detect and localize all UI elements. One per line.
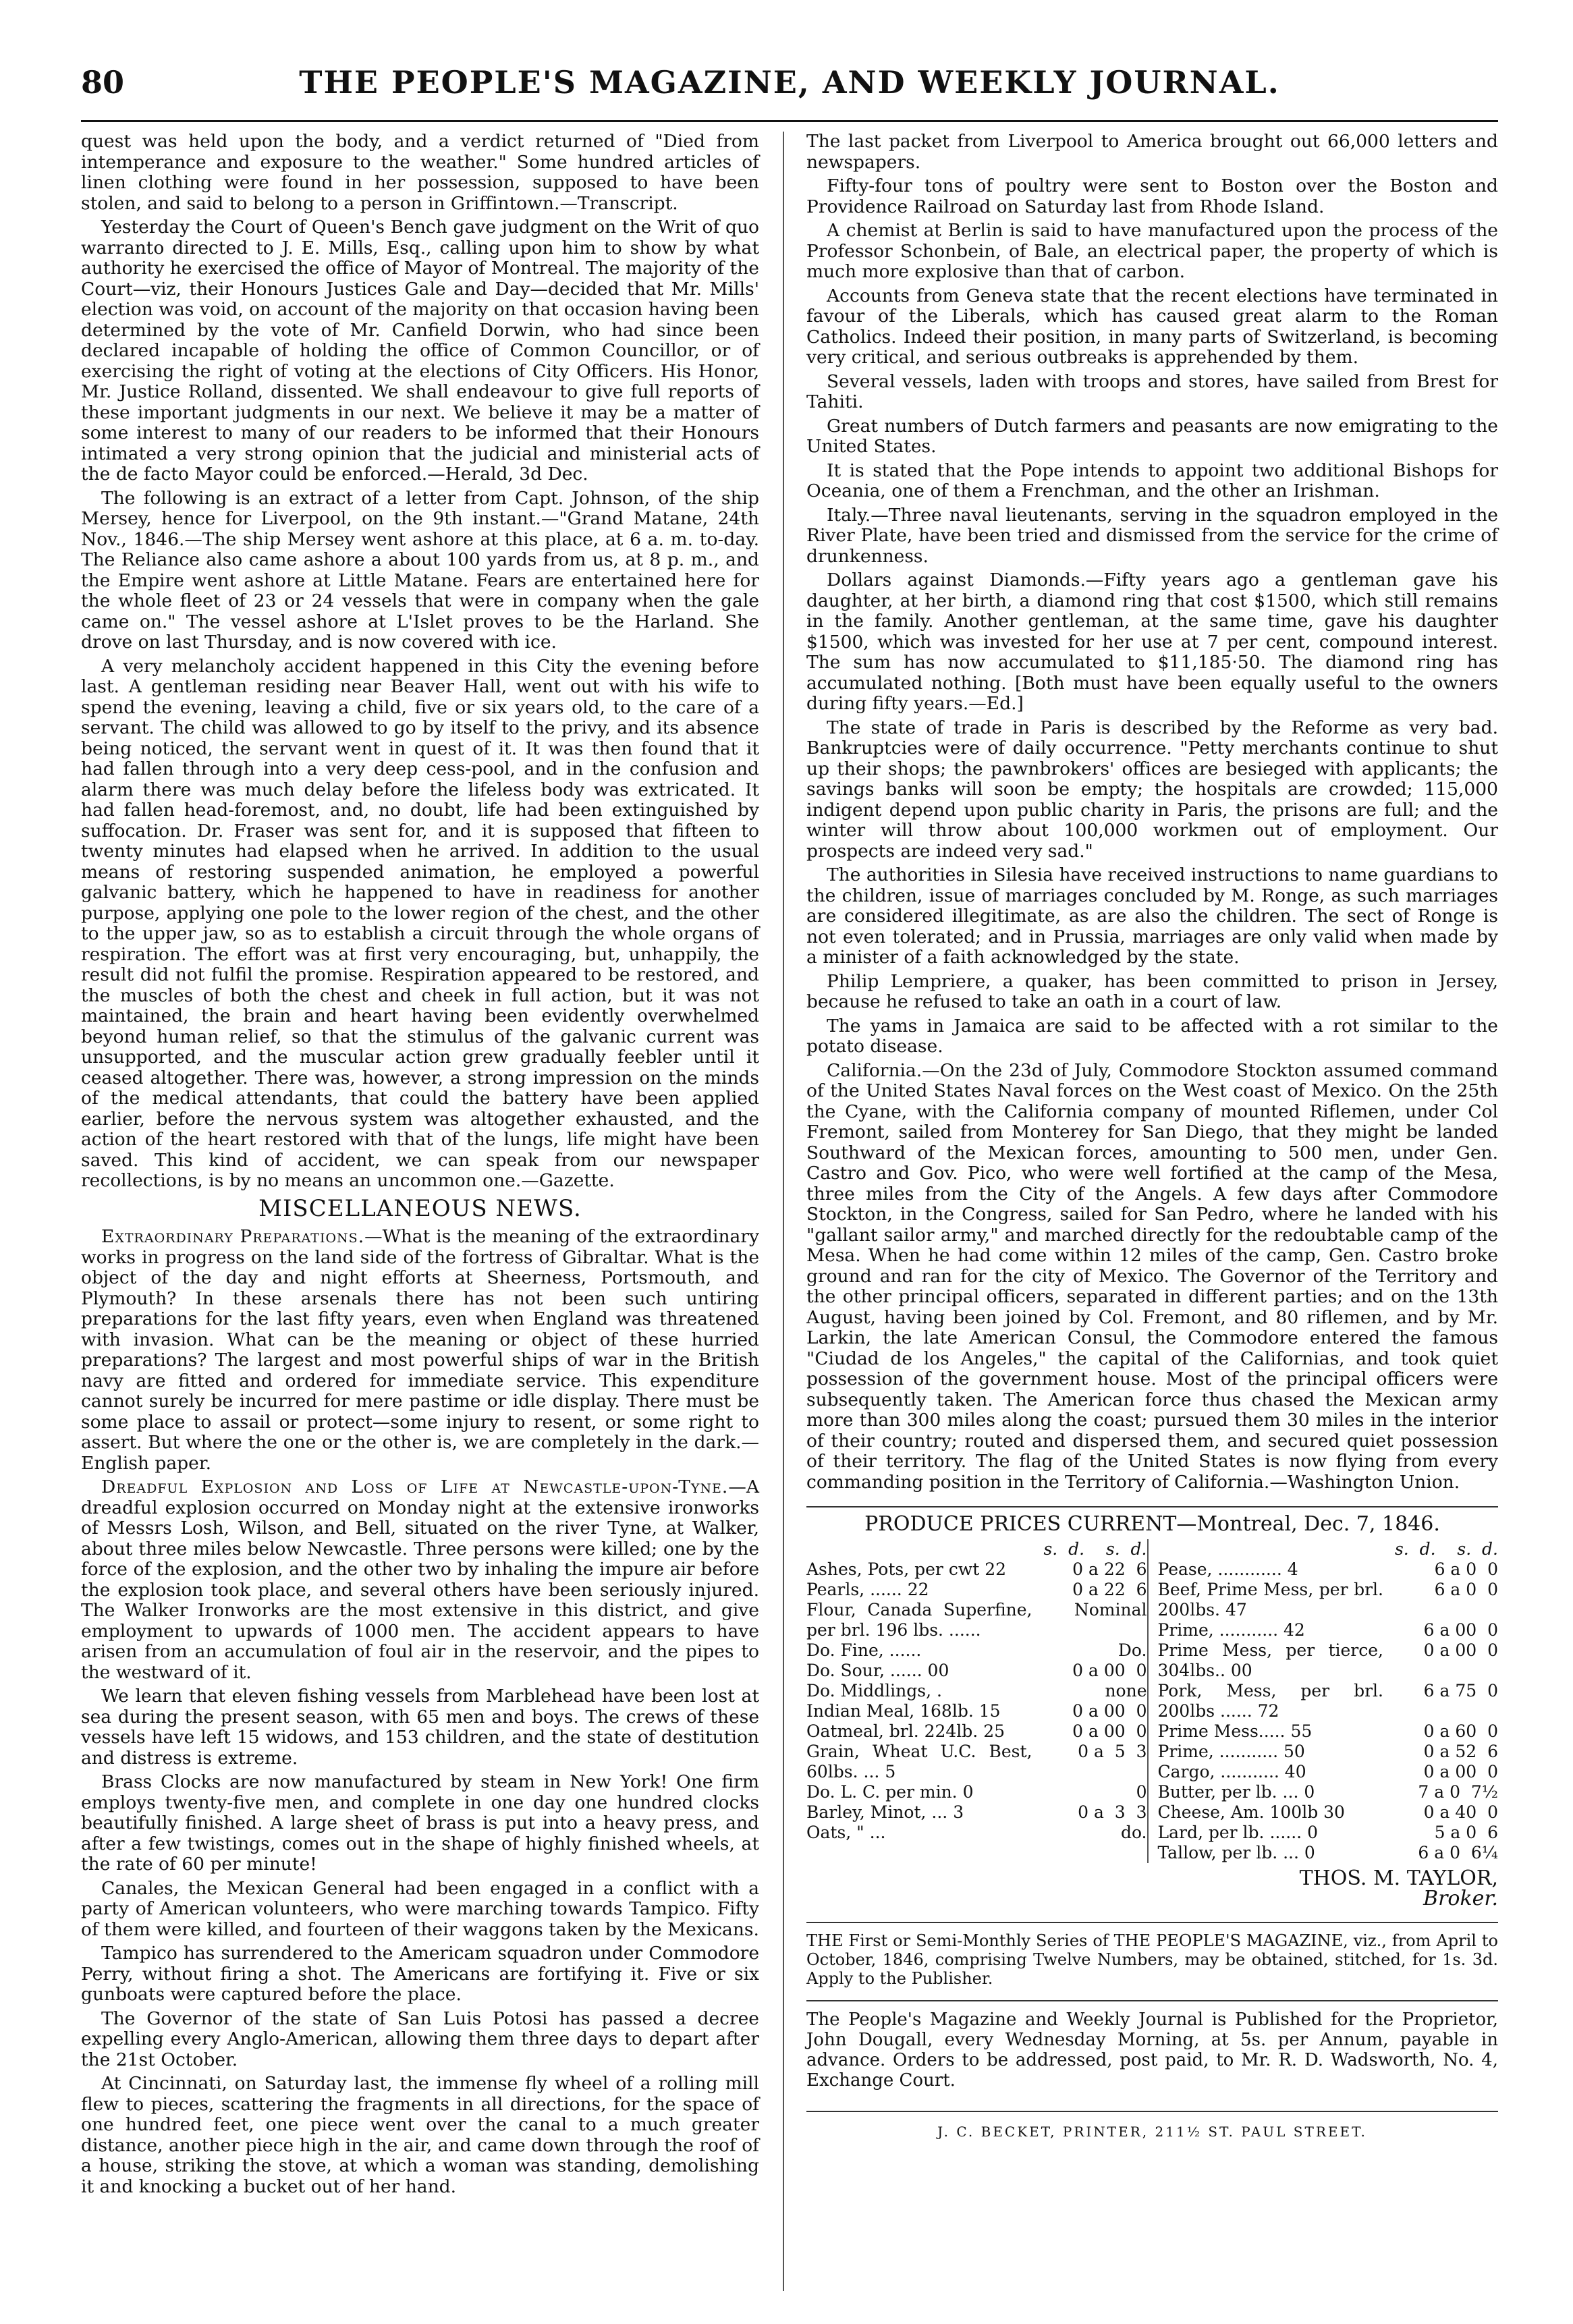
article-paragraph: Yesterday the Court of Queen's Bench gave judgment on the Writ of quo warranto directed to J. E. Mills, Esq., calling upon him to show by what authority he exercised the office of Mayor of Montreal. The majority of the Court—viz, their Honours Justices Gale and Day—decided that Mr. Mills' election was void, on account of the majority on that occasion having been determined by the vote of Mr. Canfield Dorwin, who had since been declared incapable of holding the office of Common Councillor, or of exercising the right of voting at the elections of City Officers. His Honor, Mr. Justice Rolland, dissented. We shall endeavour to give full reports of these important judgments in our next. We believe it may be a matter of some interest to many of our readers to be informed that their Honours intimated a very strong opinion that the judicial and ministerial acts of the de facto Mayor could be enforced.—Herald, 3d Dec.: [81, 217, 759, 485]
price-item: Grain, Wheat U.C. Best, 60lbs. ... 5: [806, 1741, 1032, 1781]
price-item: Prime, ........... 42: [1157, 1620, 1305, 1640]
article-body: —A dreadful explosion occurred on Monday night at the extensive ironworks of Messrs Losh, Wilson, and Bell, situated on the river Tyne, at Walker, about three miles below Newcastle. Three persons were killed; one by the force of the explosion, and the other two by inhaling the impure air before the explosion took place, and several others have been seriously injured. The Walker Ironworks are the most extensive in this district, and give employment to upwards of 1000 men. The accident appears to have arisen from an accumulation of foul air in the reservoir, and the pipes to the westward of it.: [81, 1476, 759, 1683]
price-item: Tallow, per lb. ... 0: [1157, 1842, 1315, 1862]
price-row: [806, 1681, 1147, 1701]
article-paragraph: [81, 1477, 759, 1683]
price-item: Pearls, ...... 22: [806, 1579, 929, 1599]
article-paragraph: quest was held upon the body, and a verdict returned of "Died from intemperance and exposure to the weather." Some hundred articles of linen clothing were found in her possession, supposed to have been stolen, and said to belong to a person in Griffintown.—Transcript.: [81, 131, 759, 214]
price-row: [1158, 1843, 1499, 1863]
price-value: 6 a 00 0: [1423, 1620, 1498, 1640]
news-item: It is stated that the Pope intends to appoint two additional Bishops for Oceania, one of them a Frenchman, and the other an Irishman.: [806, 460, 1498, 501]
price-value: 6 a 0 0: [1434, 1559, 1498, 1579]
price-item: Oats, " ...: [806, 1822, 886, 1842]
price-row: [1158, 1762, 1499, 1782]
prices-left-half: [806, 1539, 1147, 1863]
broker-signature: [806, 1866, 1498, 1910]
prices-title: PRODUCE PRICES CURRENT—Montreal, Dec. 7, 1846.: [864, 1512, 1440, 1536]
price-item: Flour, Canada Superfine, per brl. 196 lbs. ......: [806, 1599, 1032, 1640]
price-row: [1158, 1620, 1499, 1640]
prices-col-header: s. d. s. d.: [1394, 1539, 1498, 1559]
price-row: [1158, 1742, 1499, 1762]
news-item: Italy.—Three naval lieutenants, serving in the squadron employed in the River Plate, have been tried and dismissed from the service for the crime of drunkenness.: [806, 504, 1498, 567]
price-value: 0 a 3 3: [1078, 1802, 1147, 1822]
header-rule: [81, 120, 1498, 122]
masthead: THE PEOPLE'S MAGAZINE, AND WEEKLY JOURNAL.: [299, 64, 1280, 101]
price-item: Do. Fine, ......: [806, 1640, 922, 1660]
price-value: Do.: [1117, 1640, 1147, 1660]
price-value: 0 a 00 0: [1423, 1761, 1498, 1781]
price-value: 6 a 0 6¼: [1418, 1842, 1498, 1862]
price-row: [806, 1742, 1147, 1782]
price-row: [806, 1701, 1147, 1721]
price-value: 7 a 0 7½: [1418, 1781, 1498, 1802]
article-paragraph: Canales, the Mexican General had been engaged in a conflict with a party of American volunteers, who were marching towards Tampico. Fifty of them were killed, and fourteen of their waggons taken by the Mexicans.: [81, 1877, 759, 1940]
price-value: 0 a 52 6: [1423, 1741, 1498, 1761]
price-value: 5 a 0 6: [1434, 1822, 1498, 1842]
price-row: [1158, 1681, 1499, 1721]
price-row: [806, 1559, 1147, 1580]
price-value: 0 a 00 0: [1072, 1700, 1147, 1721]
price-item: Do. L. C. per min. 0: [806, 1781, 974, 1802]
price-row: [806, 1802, 1147, 1823]
news-item: Dollars against Diamonds.—Fifty years ago a gentleman gave his daughter, at her birth, a diamond ring that cost $1500, which still remains in the family. Another gentleman, at the same time, gave his daughter $1500, which was invested for her use at 7 per cent, compound interest. The sum has now accumulated to $11,185·50. The diamond ring has accumulated nothing. [Both must have been equally useful to the owners during fifty years.—Ed.]: [806, 570, 1498, 714]
price-value: 0 a 00 0: [1423, 1640, 1498, 1660]
news-item: The state of trade in Paris is described by the Reforme as very bad. Bankruptcies were of daily occurrence. "Petty merchants continue to shut up their shops; the pawnbrokers' offices are besieged with applicants; the savings banks will soon be empty; the hospitals are crowded; 115,000 indigent depend upon public charity in Paris, the prisons are full; and the winter will throw about 100,000 workmen out of employment. Our prospects are indeed very sad.": [806, 717, 1498, 862]
article-paragraph: The Governor of the state of San Luis Potosi has passed a decree expelling every Anglo-American, allowing them three days to depart after the 21st October.: [81, 2008, 759, 2070]
price-row: [806, 1600, 1147, 1640]
price-item: Barley, Minot, ... 3: [806, 1802, 964, 1822]
news-item: California.—On the 23d of July, Commodore Stockton assumed command of the United States Naval forces on the West coast of Mexico. On the 25th the Cyane, with the California company of mounted Riflemen, under Col Fremont, sailed from Monterey for San Diego, that they might be landed Southward of the Mexican forces, amounting to 500 men, under Gen. Castro and Gov. Pico, who were well fortified at the camp of the Mesa, three miles from the City of the Angels. A few days after Commodore Stockton, in the Congress, sailed for San Pedro, where he landed with his "gallant sailor army," and marched directly for the redoubtable camp of the Mesa. When he had come within 12 miles of the camp, Gen. Castro broke ground and ran for the city of Mexico. The Governor of the Territory and the other principal officers, separated in different parties; and on the 13th August, having been joined by Col. Fremont, and 80 riflemen, and by Mr. Larkin, the late American Consul, the Commodore entered the famous "Ciudad de los Angeles," the capital of the Californias, and took quiet possession of the government house. Most of the principal officers were subsequently taken. The American force thus chased the Mexican army more than 300 miles along the coast; pursued them 30 miles in the interior of their country; routed and dispersed them, and secured quiet possession of their territory. The flag of the United States is now flying from every commanding position in the Territory of California.—Washington Union.: [806, 1059, 1498, 1493]
column-divider: [783, 132, 784, 2291]
printer-imprint: J. C. BECKET, PRINTER, 211½ ST. PAUL STREET.: [806, 2111, 1498, 2142]
news-item: The last packet from Liverpool to America brought out 66,000 letters and newspapers.: [806, 131, 1498, 173]
price-value: 0 a 00 0: [1072, 1660, 1147, 1680]
price-value: 0 a 60 0: [1423, 1721, 1498, 1741]
news-item: Great numbers of Dutch farmers and peasants are now emigrating to the United States.: [806, 415, 1498, 457]
price-item: Lard, per lb. ...... 0: [1157, 1822, 1318, 1842]
article-lead: Extraordinary Preparations.: [101, 1226, 365, 1247]
price-item: Do. Middlings, .: [806, 1680, 942, 1700]
price-value: 6 a 0 0: [1434, 1579, 1498, 1599]
article-paragraph: Tampico has surrendered to the Americam squadron under Commodore Perry, without firing a shot. The Americans are fortifying it. Five or six gunboats were captured before the place.: [81, 1943, 759, 2005]
article-paragraph: The following is an extract of a letter from Capt. Johnson, of the ship Mersey, hence for Liverpool, on the 9th instant.—"Grand Matane, 24th Nov., 1846.—The ship Mersey went ashore at this place, at 6 a. m. to-day. The Reliance also came ashore a about 100 yards from us, at 8 p. m., and the Empire went ashore at Little Matane. Fears are entertained here for the whole fleet of 23 or 24 vessels that were in company when the gale came on." The vessel ashore at L'Islet proves to be the Harland. She drove on last Thursday, and is now covered with ice.: [81, 487, 759, 653]
price-row: [1158, 1802, 1499, 1823]
price-item: Prime Mess, per tierce, 304lbs.. 00: [1157, 1640, 1383, 1680]
price-value: 6 a 75 0: [1423, 1680, 1498, 1700]
price-item: Prime Mess..... 55: [1157, 1721, 1313, 1741]
price-row: [806, 1661, 1147, 1681]
price-row: [1158, 1823, 1499, 1843]
price-item: Cargo, ........... 40: [1157, 1761, 1306, 1781]
news-item: The authorities in Silesia have received instructions to name guardians to the children, issue of marriages concluded by M. Ronge, as such marriages are considered illegitimate, as are also the children. The sect of Ronge is not even tolerated; and in Prussia, marriages are only valid when made by a minister of a faith acknowledged by the state.: [806, 864, 1498, 968]
price-row: [1158, 1640, 1499, 1681]
news-item: Several vessels, laden with troops and stores, have sailed from Brest for Tahiti.: [806, 370, 1498, 412]
news-item: Fifty-four tons of poultry were sent to Boston over the Boston and Providence Railroad on Saturday last from Rhode Island.: [806, 175, 1498, 217]
price-row: [806, 1823, 1147, 1843]
price-item: Butter, per lb. ... 0: [1157, 1781, 1315, 1802]
price-item: Beef, Prime Mess, per brl. 200lbs. 47: [1157, 1579, 1383, 1620]
price-row: [1158, 1580, 1499, 1620]
broker-name: THOS. M. TAYLOR,: [1299, 1866, 1498, 1890]
article-lead: Dreadful Explosion and Loss of Life at Newcastle-upon-Tyne.: [101, 1476, 729, 1497]
price-item: Indian Meal, 168lb. 15: [806, 1700, 1001, 1721]
price-value: 0 a 22 6: [1072, 1579, 1147, 1599]
price-item: Cheese, Am. 100lb 30: [1157, 1802, 1345, 1822]
left-column: [81, 132, 759, 2201]
news-item: Accounts from Geneva state that the recent elections have terminated in favour of the Liberals, which has caused great alarm to the Roman Catholics. Indeed their position, in many parts of Switzerland, is becoming very critical, and serious outbreaks is apprehended by them.: [806, 285, 1498, 368]
price-value: Nominal: [1074, 1599, 1147, 1620]
price-row: [806, 1580, 1147, 1600]
price-value: 0 a 22 6: [1072, 1559, 1147, 1579]
price-item: Do. Sour, ...... 00: [806, 1660, 949, 1680]
price-value: none: [1105, 1680, 1147, 1700]
price-row: [806, 1782, 1147, 1802]
price-value: do.: [1120, 1822, 1147, 1842]
prices-col-header: s. d. s. d.: [1043, 1539, 1147, 1559]
prices-right-half: [1147, 1539, 1499, 1863]
prices-table: [806, 1539, 1498, 1863]
broker-title: Broker.: [1423, 1887, 1498, 1910]
produce-prices: [806, 1506, 1498, 1910]
section-heading: MISCELLANEOUS NEWS.: [258, 1194, 582, 1222]
publication-notice: The People's Magazine and Weekly Journal is Published for the Proprietor, John Dougall, every Wednesday Morning, at 5s. per Annum, payable in advance. Orders to be addressed, post paid, to Mr. R. D. Wadsworth, No. 4, Exchange Court.: [806, 2000, 1498, 2091]
article-paragraph: Brass Clocks are now manufactured by steam in New York! One firm employs twenty-five men, and complete in one day one hundred clocks beautifully finished. A large sheet of brass is put into a heavy press, and after a few twistings, comes out in the shape of highly finished wheels, at the rate of 60 per minute!: [81, 1771, 759, 1875]
price-row: [1158, 1782, 1499, 1802]
news-item: A chemist at Berlin is said to have manufactured upon the process of the Professor Schonbein, of Bale, an electrical paper, the property of which is much more explosive than that of carbon.: [806, 220, 1498, 282]
right-column: [806, 132, 1498, 2142]
article-paragraph: We learn that eleven fishing vessels from Marblehead have been lost at sea during the present season, with 65 men and boys. The crews of these vessels have left 15 widows, and 153 children, and the state of destitution and distress is extreme.: [81, 1686, 759, 1769]
price-row: [806, 1640, 1147, 1661]
news-item: The yams in Jamaica are said to be affected with a rot similar to the potato disease.: [806, 1015, 1498, 1057]
price-value: 0 a 00 0: [1072, 1721, 1147, 1741]
price-item: Pease, ............ 4: [1157, 1559, 1298, 1579]
page-number: 80: [81, 64, 125, 101]
page-header: [81, 64, 1498, 118]
article-paragraph: At Cincinnati, on Saturday last, the immense fly wheel of a rolling mill flew to pieces, scattering the fragments in all directions, for the space of one hundred feet, one piece went over the canal to a much greater distance, another piece high in the air, and came down through the roof of a house, striking the stove, at which a woman was standing, demolishing it and knocking a bucket out of her hand.: [81, 2073, 759, 2197]
price-row: [806, 1721, 1147, 1742]
price-item: Oatmeal, brl. 224lb. 25: [806, 1721, 1005, 1741]
news-item: Philip Lempriere, a quaker, has been committed to prison in Jersey, because he refused to take an oath in a court of law.: [806, 970, 1498, 1012]
price-row: [1158, 1559, 1499, 1580]
price-row: [1158, 1721, 1499, 1742]
price-value: 0: [1136, 1781, 1147, 1802]
price-item: Pork, Mess, per brl. 200lbs ...... 72: [1157, 1680, 1383, 1721]
price-value: 0 a 5 3: [1078, 1741, 1147, 1761]
article-paragraph: A very melancholy accident happened in this City the evening before last. A gentleman residing near Beaver Hall, went out with his wife to spend the evening, leaving a child, five or six years old, to the care of a servant. The child was allowed to go by itself to the privy, and its absence being noticed, the servant went in quest of it. It was then found that it had fallen through into a very deep cess-pool, and in the confusion and alarm there was much delay before the lifeless body was extricated. It had fallen head-foremost, and, no doubt, life had been extinguished by suffocation. Dr. Fraser was sent for, and it is supposed that fifteen to twenty minutes had elapsed when he arrived. In addition to the usual means of restoring suspended animation, he employed a powerful galvanic battery, which he happened to have in readiness for another purpose, applying one pole to the lower region of the chest, and the other to the upper jaw, so as to establish a circuit through the whole organs of respiration. The effort was at first very encouraging, but, unhappily, the result did not fulfil the promise. Respiration appeared to be restored, and the muscles of both the chest and cheek in full action, but it was not maintained, the brain and heart having been evidently overwhelmed beyond human relief, so that the stimulus of the galvanic current was unsupported, and the muscular action grew gradually feebler until it ceased altogether. There was, however, a strong impression on the minds of the medical attendants, that could the battery have been applied earlier, before the nervous system was altogether exhausted, and the action of the heart restored with that of the lungs, life might have been saved. This kind of accident, we can speak from our newspaper recollections, is by no means an uncommon one.—Gazette.: [81, 655, 759, 1191]
price-value: 0 a 40 0: [1423, 1802, 1498, 1822]
series-notice: THE First or Semi-Monthly Series of THE PEOPLE'S MAGAZINE, viz., from April to October, 1846, comprising Twelve Numbers, may be obtained, stitched, for 1s. 3d. Apply to the Publisher.: [806, 1922, 1498, 1988]
article-paragraph: [81, 1227, 759, 1474]
price-item: Prime, ........... 50: [1157, 1741, 1305, 1761]
article-body: —What is the meaning of the extraordinary works in progress on the land side of the fortress of Gibraltar. What is the object of the day and night efforts at Sheerness, Portsmouth, and Plymouth? In these arsenals there has not been such untiring preparations for the last fifty years, even when England was threatened with invasion. What can be the meaning or object of these hurried preparations? The largest and most powerful ships of war in the British navy are fitted and ordered for immediate service. This expenditure cannot surely be incurred for mere pastime or idle display. There must be some place to assail or protect—some injury to resent, or some right to assert. But where the one or the other is, we are completely in the dark.—English paper.: [81, 1226, 759, 1474]
price-item: Ashes, Pots, per cwt 22: [806, 1559, 1007, 1579]
